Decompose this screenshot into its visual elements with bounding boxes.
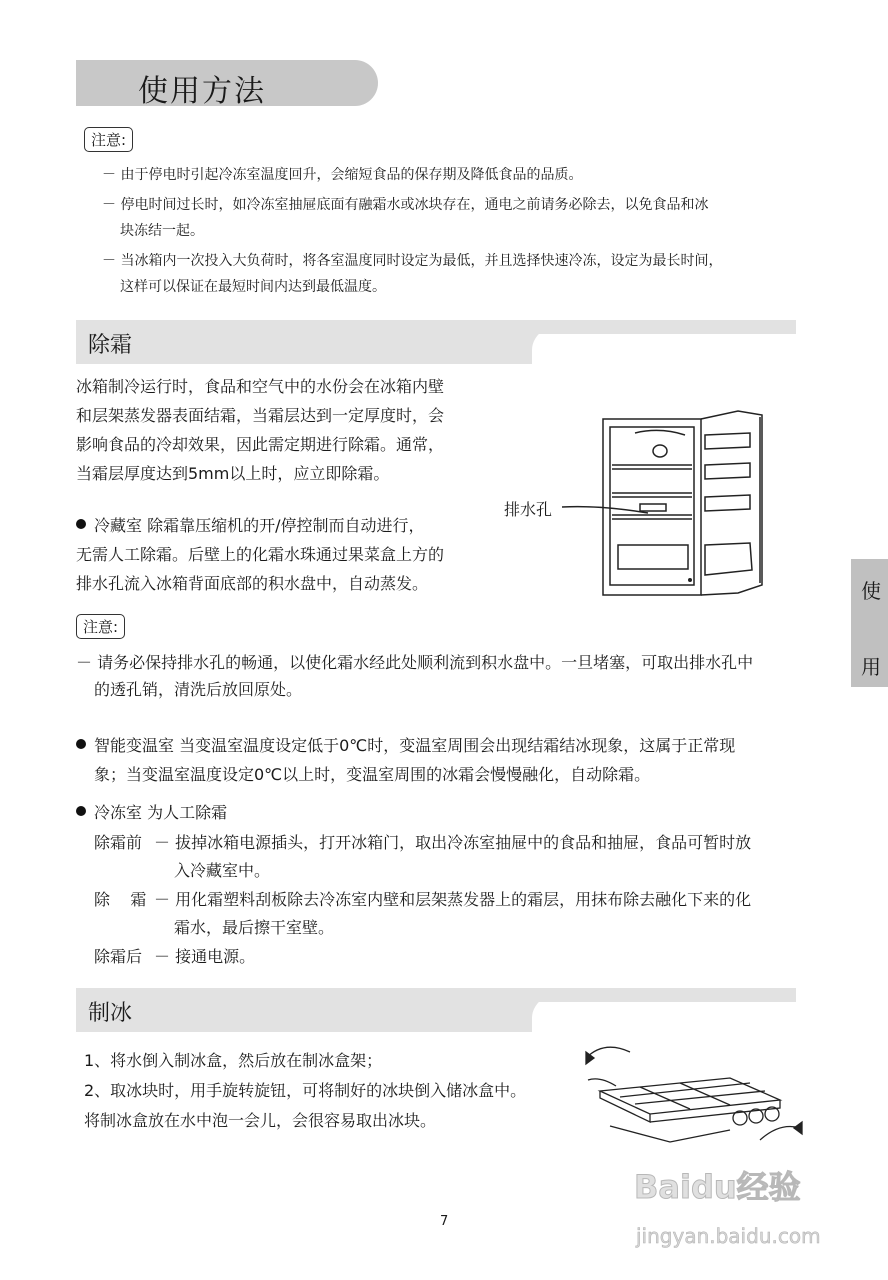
step-label: 除霜后 xyxy=(94,947,143,966)
text-line: 将制冰盒放在水中泡一会儿，会很容易取出冰块。 xyxy=(84,1111,437,1130)
step-text: － 拔掉冰箱电源插头，打开冰箱门，取出冷冻室抽屉中的食品和抽屉，食品可暂时放 xyxy=(154,833,752,852)
page-title-banner xyxy=(76,60,378,109)
side-tab-top: 使 xyxy=(861,579,881,603)
watermark-brand: Baidu经验 xyxy=(634,1168,801,1206)
page-title: 使用方法 xyxy=(138,74,266,109)
text-line: 2、取冰块时，用手旋转旋钮，可将制好的冰块倒入储冰盒中。 xyxy=(84,1081,527,1100)
side-tab xyxy=(851,559,888,687)
note-line: － 由于停电时引起冷冻室温度回升，会缩短食品的保存期及降低食品的品质。 xyxy=(102,167,583,183)
fridge-illustration xyxy=(500,405,780,600)
text-line: 排水孔流入冰箱背面底部的积水盘中，自动蒸发。 xyxy=(76,574,429,593)
text-line: 冷冻室 为人工除霜 xyxy=(94,803,228,822)
text-line: 和层架蒸发器表面结霜，当霜层达到一定厚度时，会 xyxy=(76,406,445,425)
text-line: 象；当变温室温度设定0℃以上时，变温室周围的冰霜会慢慢融化，自动除霜。 xyxy=(94,765,651,784)
text-line: 1、将水倒入制冰盒，然后放在制冰盒架； xyxy=(84,1051,383,1070)
ice-text xyxy=(84,1046,584,1136)
step-label: 除霜前 xyxy=(94,833,143,852)
note-line: － 当冰箱内一次投入大负荷时，将各室温度同时设定为最低，并且选择快速冷冻，设定为最长时间， xyxy=(102,253,723,269)
step-text: － 接通电源。 xyxy=(154,947,256,966)
smart-room-text xyxy=(76,731,816,789)
ice-tray-icon xyxy=(580,1036,810,1146)
section-title: 除霜 xyxy=(88,333,133,358)
step-label: 除 霜 xyxy=(94,890,147,909)
side-tab-bottom: 用 xyxy=(861,655,881,679)
bullet-icon xyxy=(76,806,86,816)
step-text: － 用化霜塑料刮板除去冷冻室内壁和层架蒸发器上的霜层，用抹布除去融化下来的化 xyxy=(154,890,752,909)
text-line: 冰箱制冷运行时，食品和空气中的水份会在冰箱内壁 xyxy=(76,377,445,396)
fridge-defrost-text xyxy=(76,511,506,598)
section-title: 制冰 xyxy=(88,1001,133,1026)
freezer-text xyxy=(76,798,816,827)
text-line: 影响食品的冷却效果，因此需定期进行除霜。通常， xyxy=(76,435,445,454)
section-header-defrost xyxy=(76,320,796,364)
ice-tray-illustration xyxy=(580,1036,810,1146)
bullet-icon xyxy=(76,519,86,529)
note-label: 注意: xyxy=(76,614,125,639)
page-number: 7 xyxy=(440,1214,449,1229)
note-line: － 停电时间过长时，如冷冻室抽屉底面有融霜水或冰块存在，通电之前请务必除去，以免食品和冰 xyxy=(102,197,709,213)
note-line: 这样可以保证在最短时间内达到最低温度。 xyxy=(120,279,386,295)
bullet-icon xyxy=(76,739,86,749)
step-text: 霜水，最后擦干室壁。 xyxy=(174,918,335,937)
note-line: 的透孔销，清洗后放回原处。 xyxy=(94,680,303,699)
text-line: 无需人工除霜。后壁上的化霜水珠通过果菜盒上方的 xyxy=(76,545,445,564)
note-line: 块冻结一起。 xyxy=(120,223,204,239)
defrost-intro xyxy=(76,372,496,488)
note-line: － 请务必保持排水孔的畅通，以使化霜水经此处顺利流到积水盘中。一旦堵塞，可取出排水孔中 xyxy=(76,653,754,672)
watermark-url: jingyan.baidu.com xyxy=(636,1224,821,1248)
text-line: 当霜层厚度达到5mm以上时，应立即除霜。 xyxy=(76,464,390,483)
section-header-ice xyxy=(76,988,796,1032)
step-text: 入冷藏室中。 xyxy=(174,861,271,880)
note-label: 注意: xyxy=(84,127,133,152)
text-line: 冷藏室 除霜靠压缩机的开/停控制而自动进行， xyxy=(94,516,425,535)
text-line: 智能变温室 当变温室温度设定低于0℃时，变温室周围会出现结霜结冰现象，这属于正常现 xyxy=(94,736,736,755)
drain-hole-label: 排水孔 xyxy=(504,500,553,519)
